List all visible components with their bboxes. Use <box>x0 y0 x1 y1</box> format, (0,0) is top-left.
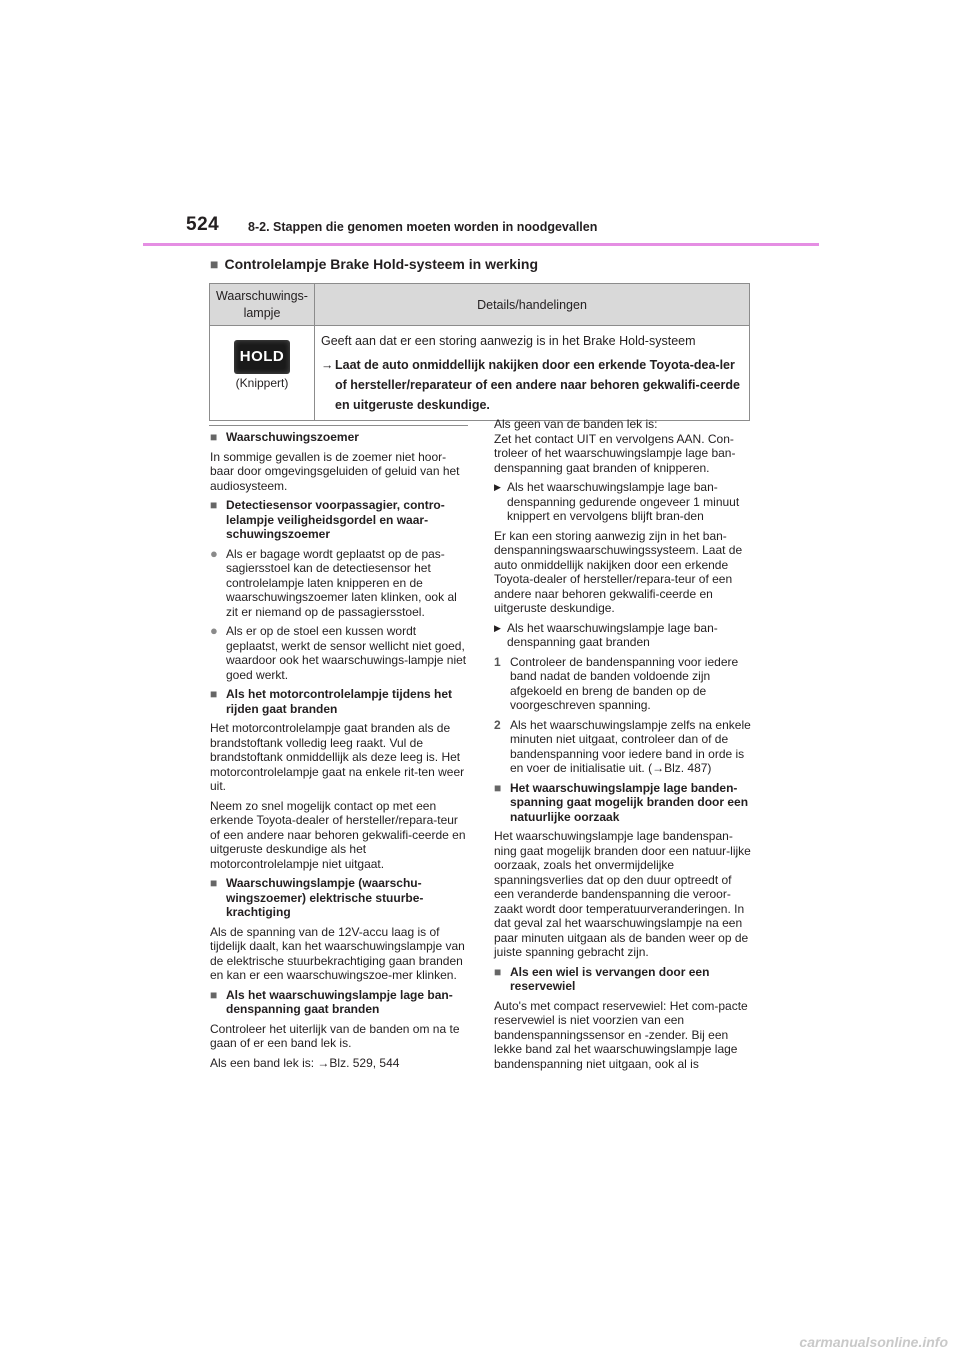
subheading: ■ Het waarschuwingslampje lage banden-spanning gaat mogelijk branden door een natuurlijke oorzaak <box>494 780 749 824</box>
list-item: ▶ Als het waarschuwingslampje lage ban-denspanning gedurende ongeveer 1 minuut knippert en vervolgens blijft bran-den <box>494 480 740 523</box>
triangle-icon: ▶ <box>494 622 501 633</box>
table-row <box>210 326 750 421</box>
arrow-icon: → <box>321 358 334 372</box>
list-item: ▶ Als het waarschuwingslampje lage ban-denspanning gaat branden <box>494 620 718 649</box>
column-rule <box>209 425 468 426</box>
numbered-step: 1 Controleer de bandenspanning voor iedere band nadat de banden voldoende zijn afgekoeld en breng de banden op de voorgeschreven spanning. <box>494 654 739 712</box>
lamp-cell <box>210 326 315 421</box>
paragraph: Als geen van de banden lek is: <box>494 417 658 431</box>
detail-action: → Laat de auto onmiddellijk nakijken door een erkende Toyota-dea-ler of hersteller/reparateur of een andere naar behoren gekwalifi-ceerde en uitgeruste deskundige. <box>321 355 741 415</box>
warning-table <box>209 283 750 421</box>
paragraph: Het waarschuwingslampje lage bandenspan-ning gaat mogelijk branden door een natuur-lijke oorzaak, zoals het onvermijdelijke spanningsverlies dat op den duur optreedt of een veranderde bandenspanning die veroor-zaakt wordt door temperatuurveranderingen. In dat geval zal het waarschuwingslampje na een paar minuten uitgaan als de banden weer op de juiste spanning gebracht zijn. <box>494 829 751 959</box>
watermark: carmanualsonline.info <box>799 1334 948 1350</box>
subheading: ■ Als het waarschuwingslampje lage ban-denspanning gaat branden <box>210 987 453 1016</box>
triangle-icon: ▶ <box>494 482 501 492</box>
subheading: ■ Als een wiel is vervangen door een reservewiel <box>494 964 710 993</box>
paragraph: Er kan een storing aanwezig zijn in het ban-denspanningswaarschuwingssysteem. Laat de auto onmiddellijk nakijken door een erkende Toyota-dealer of hersteller/repara-teur of een andere naar behoren gekwalifi-ceerde en uitgeruste deskundige. <box>494 528 743 615</box>
subheading: ■ Detectiesensor voorpassagier, contro-lelampje veiligheidsgordel en waar-schuwingszoemer <box>210 498 445 541</box>
paragraph: Controleer het uiterlijk van de banden om na te gaan of er een band lek is. <box>210 1021 460 1050</box>
list-item: ● Als er op de stoel een kussen wordt geplaatst, werkt de sensor wellicht niet goed, waardoor ook het waarschuwings-lampje niet goed werkt. <box>210 623 467 682</box>
paragraph: Neem zo snel mogelijk contact op met een erkende Toyota-dealer of hersteller/repara-teur of een andere naar behoren gekwalifi-ceerde en uitgeruste deskundige als het motorcontrolelampje niet uitgaat. <box>210 798 466 871</box>
numbered-step: 2 Als het waarschuwingslampje zelfs na enkele minuten niet uitgaat, controleer dan of de bandenspanning voor iedere band in orde is en voer de initialisatie uit. (→Blz. 487) <box>494 717 751 775</box>
paragraph: Als de spanning van de 12V-accu laag is of tijdelijk daalt, kan het waarschuwingslampje van de elektrische stuurbekrachtiging gaan branden en kan er een waarschuwingszoe-mer klinken. <box>210 924 465 982</box>
left-column <box>210 430 468 1075</box>
table-header-lamp: Waarschuwings- lampje <box>210 284 315 326</box>
list-item: ● Als er bagage wordt geplaatst op de pas-sagiersstoel kan de detectiesensor het controlelampje laten knipperen en de waarschuwingszoemer laten klinken, ook al zit er niemand op de passagiersstoel. <box>210 545 457 619</box>
running-header: 8-2. Stappen die genomen moeten worden in noodgevallen <box>248 220 598 234</box>
paragraph: In sommige gevallen is de zoemer niet hoor-baar door omgevingsgeluiden of geluid van het audiosysteem. <box>210 449 460 493</box>
subheading: ■ Als het motorcontrolelampje tijdens het rijden gaat branden <box>210 687 453 716</box>
paragraph: Zet het contact UIT en vervolgens AAN. Con-troleer of het waarschuwingslampje lage ban-denspanning gaat branden of knipperen. <box>494 431 736 475</box>
page-reference: Als een band lek is: →Blz. 529, 544 <box>210 1055 400 1070</box>
page-number: 524 <box>186 214 220 235</box>
lamp-caption: (Knippert) <box>235 376 289 390</box>
section-title: ■ Controlelampje Brake Hold-systeem in werking <box>210 256 538 272</box>
table-header-details: Details/handelingen <box>315 284 750 326</box>
detail-cell <box>315 326 750 421</box>
detail-text: Geeft aan dat er een storing aanwezig is in het Brake Hold-systeem <box>321 334 696 348</box>
paragraph: Het motorcontrolelampje gaat branden als de brandstoftank volledig leeg raakt. Vul de brandstoftank onmiddellijk als deze leeg is. Het motorcontrolelampje gaat na enkele rit-ten weer uit. <box>210 721 465 793</box>
brake-hold-icon: HOLD <box>234 340 290 374</box>
square-bullet-icon: ■ <box>210 256 219 272</box>
header-rule <box>143 243 819 246</box>
right-column <box>494 417 752 1076</box>
subheading: ■ Waarschuwingszoemer <box>210 430 359 444</box>
paragraph: Auto's met compact reservewiel: Het com-pacte reservewiel is niet voorzien van een bandenspanningssensor en -zender. Bij een lekke band zal het waarschuwingslampje lage bandenspanning niet uitgaan, ook al is <box>494 998 748 1071</box>
subheading: ■ Waarschuwingslampje (waarschu-wingszoemer) elektrische stuurbe-krachtiging <box>210 876 424 919</box>
